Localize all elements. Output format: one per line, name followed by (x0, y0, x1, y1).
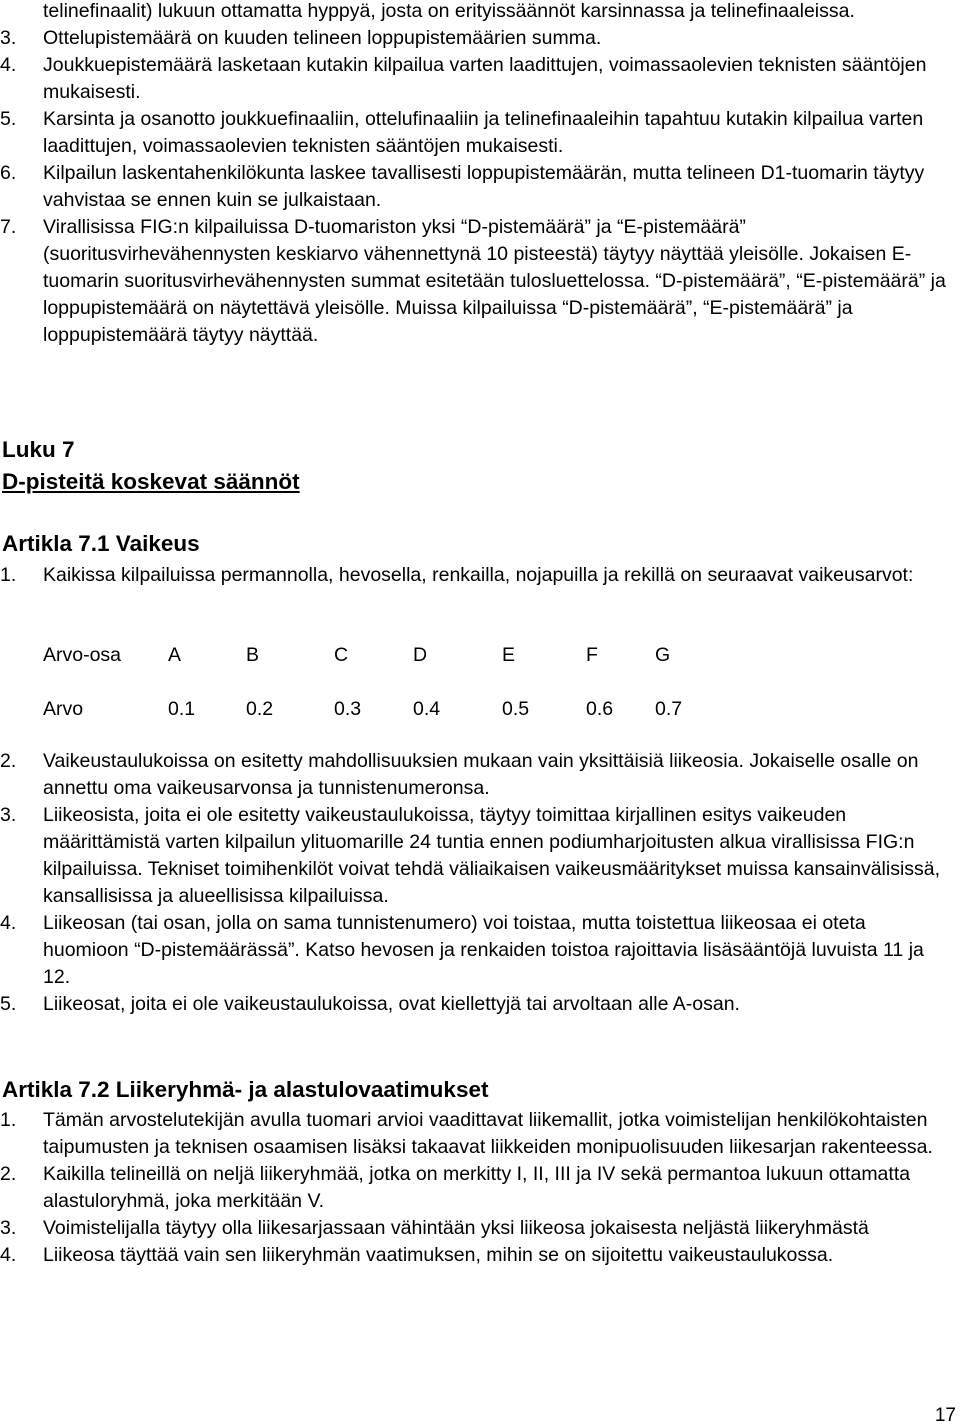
list-item (0, 25, 955, 52)
table-cell: Arvo (43, 698, 84, 720)
table-cell: G (655, 644, 671, 666)
list-text: Virallisissa FIG:n kilpailuissa D-tuomariston yksi “D-pistemäärä” ja “E-pistemäärä” (suoritusvirhevähennysten keskiarvo vähennettynä 10 pisteestä) täytyy näyttää yleisölle. Jokaisen E-tuomarin suoritusvirhevähennysten summat esitetään tulosluettelossa. “D-pistemäärä”, “E-pistemäärä” ja loppupistemäärä on näytettävä yleisölle. Muissa kilpailuissa “D-pistemäärä”, “E-pistemäärä” ja loppupistemäärä täytyy näyttää. (43, 216, 946, 346)
list-item (0, 991, 955, 1018)
list-item (0, 748, 955, 802)
list-number: 3. (0, 1217, 17, 1239)
list-text: Ottelupistemäärä on kuuden telineen loppupistemäärien summa. (43, 27, 602, 49)
list-text: Kaikilla telineillä on neljä liikeryhmää, jotka on merkitty I, II, III ja IV sekä permantoa lukuun ottamatta alastuloryhmä, joka merkitään V. (43, 1163, 911, 1212)
list-number: 5. (0, 993, 17, 1015)
list-item (0, 1242, 955, 1269)
chapter-title: D-pisteitä koskevat säännöt (2, 469, 300, 494)
list-number: 2. (0, 750, 17, 772)
list-text: Kaikissa kilpailuissa permannolla, hevosella, renkailla, nojapuilla ja rekillä on seuraavat vaikeusarvot: (43, 564, 914, 586)
article-list (0, 562, 955, 589)
list-number: 1. (0, 1109, 17, 1131)
list-number: 6. (0, 162, 17, 184)
list-number: 1. (0, 564, 17, 586)
table-cell: C (334, 644, 349, 666)
table-cell: 0.2 (246, 698, 274, 720)
list-text: Liikeosat, joita ei ole vaikeustaulukoissa, ovat kiellettyjä tai arvoltaan alle A-osan. (43, 993, 740, 1015)
table-cell: 0.4 (413, 698, 441, 720)
list-number (0, 0, 43, 25)
list-text: Liikeosista, joita ei ole esitetty vaikeustaulukoissa, täytyy toimittaa kirjallinen esitys vaikeuden määrittämistä varten kilpailun ylituomarille 24 tuntia ennen podiumharjoitusten alkua virallisissa FIG:n kilpailuissa. Tekniset toimihenkilöt voivat tehdä väliaikaisen vaikeusmääritykset muissa kansainvälisissä, kansallisissa ja alueellisissa kilpailuissa. (43, 804, 941, 907)
chapter-label: Luku 7 (2, 437, 75, 462)
list-item (0, 52, 955, 106)
list-number: 3. (0, 27, 17, 49)
article-heading: Artikla 7.2 Liikeryhmä- ja alastulovaatimukset (2, 1077, 489, 1102)
list-text: Kilpailun laskentahenkilökunta laskee tavallisesti loppupistemäärän, mutta telineen D1-tuomarin täytyy vahvistaa se ennen kuin se julkaistaan. (43, 162, 925, 211)
table-cell: A (168, 644, 182, 666)
chapter-heading (2, 434, 300, 498)
list-number: 7. (0, 216, 17, 238)
table-cell: D (413, 644, 428, 666)
list-item (0, 106, 955, 160)
table-cell: E (502, 644, 516, 666)
article-list (0, 1107, 955, 1269)
list-number: 4. (0, 54, 17, 76)
list-number: 4. (0, 1244, 17, 1266)
table-cell: B (246, 644, 260, 666)
list-item (0, 0, 955, 25)
table-cell: 0.5 (502, 698, 530, 720)
list-text: Joukkuepistemäärä lasketaan kutakin kilpailua varten laadittujen, voimassaolevien teknisten sääntöjen mukaisesti. (43, 54, 927, 103)
list-number: 4. (0, 912, 17, 934)
table-cell: 0.6 (586, 698, 614, 720)
table-cell: Arvo-osa (43, 644, 122, 666)
list-text: Liikeosan (tai osan, jolla on sama tunnistenumero) voi toistaa, mutta toistettua liikeosaa ei oteta huomioon “D-pistemäärässä”. Katso hevosen ja renkaiden toistoa rajoittavia lisäsääntöjä luvuista 11 ja 12. (43, 912, 924, 988)
list-item (0, 802, 955, 910)
table-cell: 0.1 (168, 698, 196, 720)
table-cell: 0.7 (655, 698, 683, 720)
page-number: 17 (934, 1405, 956, 1426)
table-cell: 0.3 (334, 698, 362, 720)
rules-list-top (0, 0, 955, 349)
list-item (0, 1215, 955, 1242)
list-item (0, 214, 955, 349)
list-item (0, 562, 955, 589)
list-text: telinefinaalit) lukuun ottamatta hyppyä, josta on erityissäännöt karsinnassa ja telinefinaaleissa. (43, 0, 855, 22)
list-text: Liikeosa täyttää vain sen liikeryhmän vaatimuksen, mihin se on sijoitettu vaikeustaulukossa. (43, 1244, 834, 1266)
table-cell: F (586, 644, 598, 666)
list-text: Karsinta ja osanotto joukkuefinaaliin, ottelufinaaliin ja telinefinaaleihin tapahtuu kutakin kilpailua varten laadittujen, voimassaolevien teknisten sääntöjen mukaisesti. (43, 108, 924, 157)
article-list (0, 748, 955, 1018)
list-item (0, 160, 955, 214)
list-item (0, 1107, 955, 1161)
article-heading: Artikla 7.1 Vaikeus (2, 531, 200, 556)
list-number: 3. (0, 804, 17, 826)
list-item (0, 1161, 955, 1215)
list-item (0, 910, 955, 991)
list-text: Vaikeustaulukoissa on esitetty mahdollisuuksien mukaan vain yksittäisiä liikeosia. Jokaiselle osalle on annettu oma vaikeusarvonsa ja tunnistenumeronsa. (43, 750, 919, 799)
list-number: 2. (0, 1163, 17, 1185)
list-text: Voimistelijalla täytyy olla liikesarjassaan vähintään yksi liikeosa jokaisesta neljästä liikeryhmästä (43, 1217, 869, 1239)
list-text: Tämän arvostelutekijän avulla tuomari arvioi vaadittavat liikemallit, jotka voimistelijan henkilökohtaisten taipumusten ja teknisen osaamisen lisäksi takaavat liikkeiden monipuolisuuden liikesarjan rakenteessa. (43, 1109, 933, 1158)
list-number: 5. (0, 108, 17, 130)
